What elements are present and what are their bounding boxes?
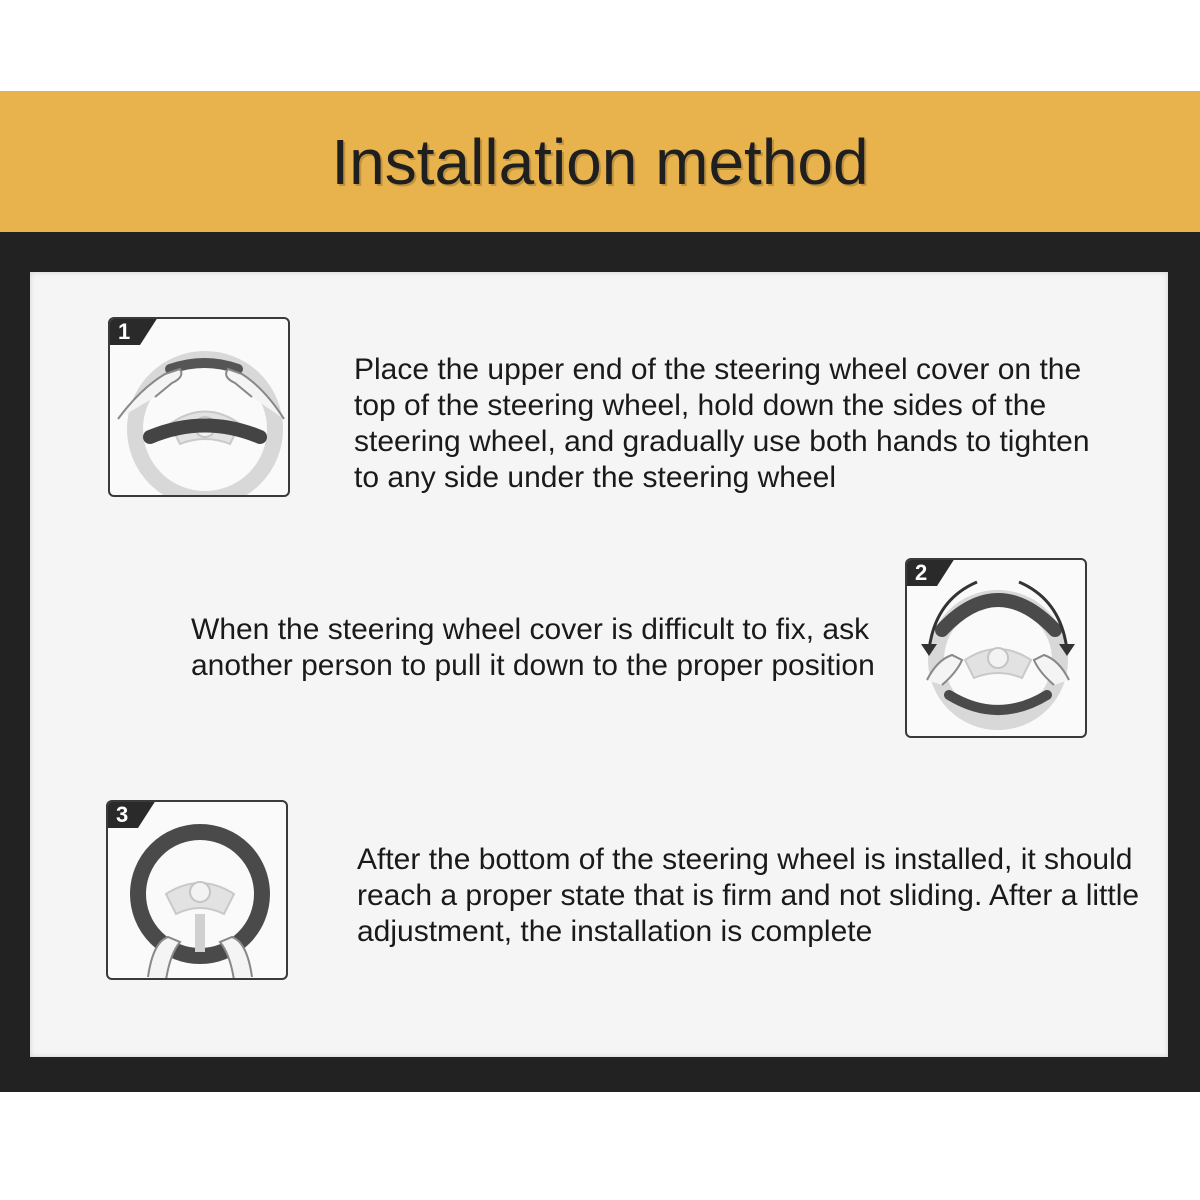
step-3-text: After the bottom of the steering wheel is installed, it should reach a proper state that is firm and not sliding. After a little adjustment, the installation is complete — [357, 843, 1140, 948]
step-3-number: 3 — [116, 802, 129, 827]
dark-frame — [0, 232, 1200, 1092]
step-2-number: 2 — [915, 560, 928, 585]
step-3-illustration — [106, 800, 288, 980]
step-2-illustration — [905, 558, 1087, 738]
step-1-illustration — [108, 317, 290, 497]
steering-wheel-installed-icon — [108, 802, 288, 980]
step-3-number-badge — [106, 800, 156, 828]
instruction-panel — [30, 272, 1168, 1057]
steering-wheel-pull-down-icon — [907, 560, 1087, 738]
steering-wheel-hands-top-icon — [110, 319, 290, 497]
step-2-number-badge — [905, 558, 955, 586]
step-1-text: Place the upper end of the steering wheel cover on the top of the steering wheel, hold down the sides of the steering wheel, and gradually use both hands to tighten to any side under the steering wheel — [354, 353, 1090, 494]
step-1-number: 1 — [118, 319, 131, 344]
page-title: Installation method — [331, 125, 869, 198]
title-banner — [0, 91, 1200, 232]
step-2-text: When the steering wheel cover is difficult to fix, ask another person to pull it down to the proper position — [191, 613, 875, 682]
step-1-number-badge — [108, 317, 158, 345]
